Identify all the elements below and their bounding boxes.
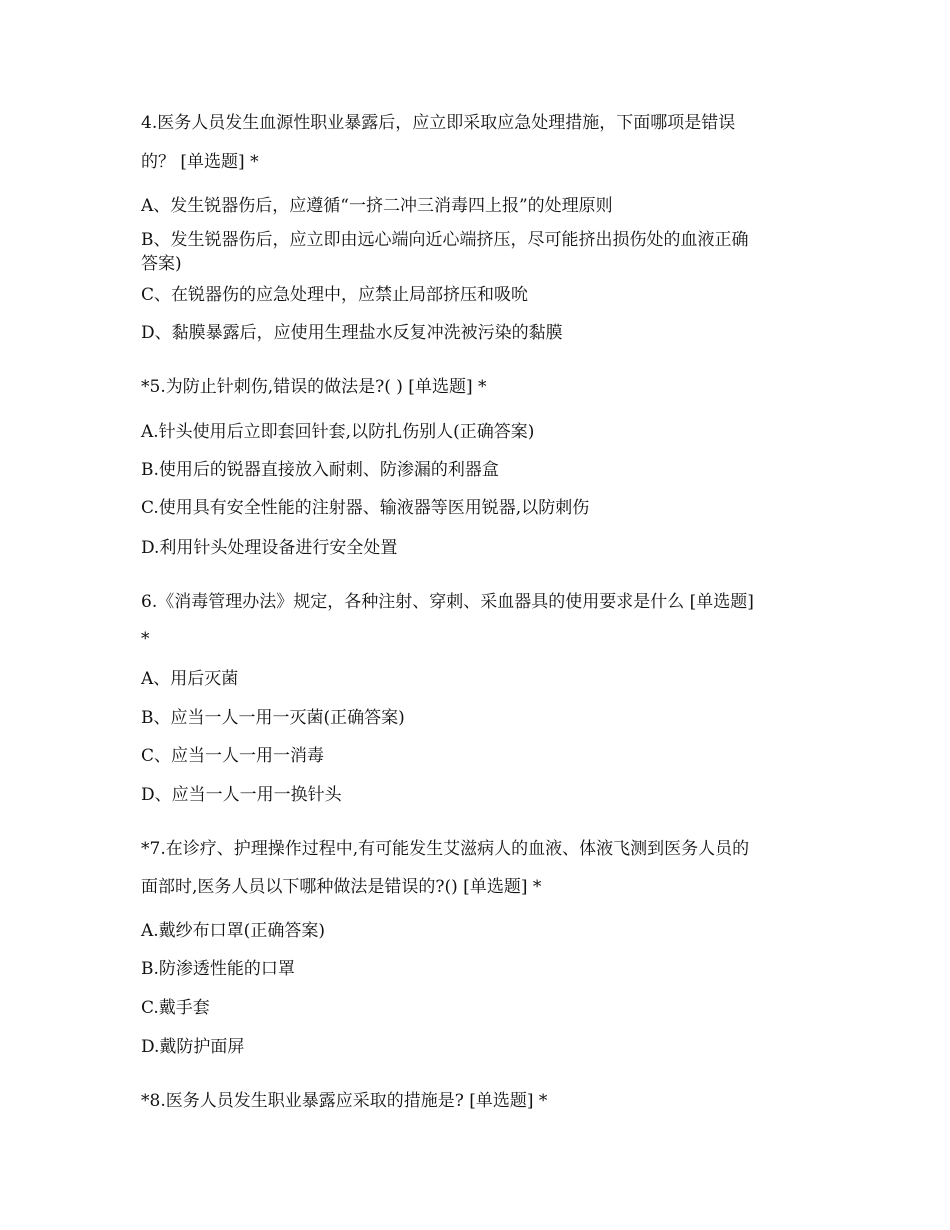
- question-7-option-d: D.戴防护面屏: [141, 1037, 245, 1057]
- question-7-title-line-1: *7.在诊疗、护理操作过程中,有可能发生艾滋病人的血液、体液飞测到医务人员的: [141, 839, 750, 859]
- question-8-title: *8.医务人员发生职业暴露应采取的措施是? [单选题] *: [141, 1091, 548, 1111]
- question-6-option-d: D、应当一人一用一换针头: [141, 785, 342, 805]
- question-5-option-c: C.使用具有安全性能的注射器、输液器等医用锐器,以防刺伤: [141, 498, 590, 518]
- question-7-option-a: A.戴纱布口罩(正确答案): [141, 921, 325, 941]
- question-5-option-a: A.针头使用后立即套回针套,以防扎伤别人(正确答案): [141, 422, 535, 442]
- question-7-title-line-2: 面部时,医务人员以下哪种做法是错误的?() [单选题] *: [141, 877, 542, 897]
- question-4-option-c: C、在锐器伤的应急处理中，应禁止局部挤压和吸吮: [141, 285, 529, 305]
- question-4-option-b: B、发生锐器伤后，应立即由远心端向近心端挤压，尽可能挤出损伤处的血液正确: [141, 230, 749, 250]
- question-4-option-a: A、发生锐器伤后，应遵循“一挤二冲三消毒四上报”的处理原则: [141, 196, 613, 216]
- question-5-title: *5.为防止针刺伤,错误的做法是?( ) [单选题] *: [141, 377, 487, 397]
- question-6-title-line-1: 6.《消毒管理办法》规定，各种注射、穿刺、采血器具的使用要求是什么 [单选题]: [141, 592, 754, 612]
- question-4-option-d: D、黏膜暴露后，应使用生理盐水反复冲洗被污染的黏膜: [141, 323, 563, 343]
- question-4-option-b-continued: 答案): [141, 254, 182, 274]
- question-7-option-c: C.戴手套: [141, 998, 210, 1018]
- question-4-title-line-1: 4.医务人员发生血源性职业暴露后，应立即采取应急处理措施，下面哪项是错误: [141, 113, 736, 133]
- question-6-option-a: A、用后灭菌: [141, 669, 239, 689]
- question-4-title-line-2: 的？ [单选题] *: [141, 152, 259, 172]
- question-5-option-b: B.使用后的锐器直接放入耐刺、防渗漏的利器盒: [141, 460, 499, 480]
- question-6-title-line-2: *: [141, 629, 150, 649]
- question-5-option-d: D.利用针头处理设备进行安全处置: [141, 538, 398, 558]
- question-6-option-b: B、应当一人一用一灭菌(正确答案): [141, 708, 405, 728]
- question-7-option-b: B.防渗透性能的口罩: [141, 959, 295, 979]
- question-6-option-c: C、应当一人一用一消毒: [141, 746, 325, 766]
